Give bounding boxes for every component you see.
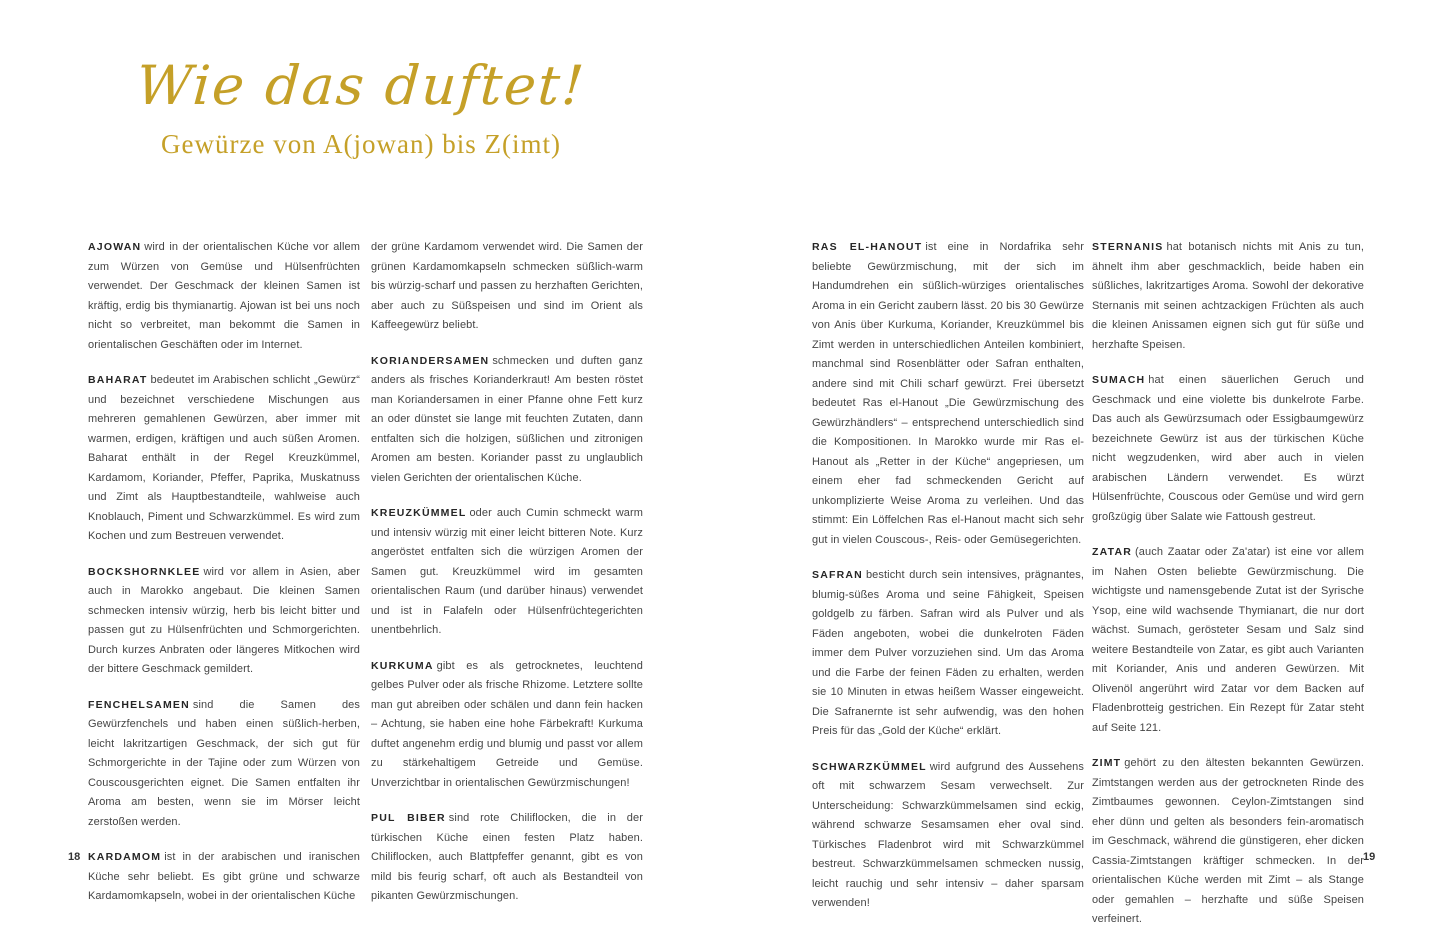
entry-term: STERNANIS (1092, 241, 1164, 253)
entry-text: oder auch Cumin schmeckt warm und intensiv würzig mit einer leicht bitteren Note. Kurz angeröstet entfalten sich die würzigen Aromen der Samen gut. Kreuzkümmel wird im gesamten orientalischen Raum (und darüber hinaus) verwendet und ist in Falafeln oder Hülsenfrüchtegerichten unentbehrlich. (371, 507, 643, 636)
entry-kurkuma (371, 657, 643, 794)
text-column-1 (88, 238, 360, 923)
entry-text: wird aufgrund des Aussehens oft mit schwarzem Sesam verwechselt. Zur Unterscheidung: Schwarzkümmelsamen sind eckig, während schwarze Sesamsamen eher oval sind. Türkisches Fladenbrot wird mit Schwarzkümmel bestreut. Schwarzkümmelsamen schmecken nussig, leicht rauchig und sehr intensiv – daher sparsam verwenden! (812, 760, 1084, 909)
entry-koriandersamen (371, 352, 643, 489)
entry-sumach (1092, 371, 1364, 527)
entry-term: FENCHELSAMEN (88, 698, 190, 711)
entry-text: der grüne Kardamom verwendet wird. Die Samen der grünen Kardamomkapseln schmecken süßlich-warm bis würzig-scharf und passen zu herzhaften Gerichten, aber auch zu Süßspeisen und sind im Orient als Kaffeegewürz beliebt. (371, 241, 643, 331)
entry-term: KORIANDERSAMEN (371, 354, 490, 367)
entry-text: wird in der orientalischen Küche vor allem zum Würzen von Gemüse und Hülsenfrüchten verwendet. Der Geschmack der kleinen Samen ist kräftig, erdig bis thymianartig. Ajowan ist bei uns noch nicht so verbreitet, man bekommt die Samen in orientalischen Geschäften oder im Internet. (88, 241, 360, 351)
entry-term: ZIMT (1092, 757, 1122, 769)
entry-text: hat botanisch nichts mit Anis zu tun, ähnelt ihm aber geschmacklich, beide haben ein süßliches, lakritzartiges Aroma. Sowohl der dekorative Sternanis mit seinen achtzackigen Früchten als auch die kleinen Anissamen eignen sich gut für süße und herzhafte Speisen. (1092, 241, 1364, 351)
entry-ras-el-hanout (812, 238, 1084, 550)
entry-text: hat einen säuerlichen Geruch und Geschmack und eine violette bis dunkelrote Farbe. Das auch als Gewürzsumach oder Essigbaumgewürz bezeichnete Gewürz ist aus der türkischen Küche nicht wegzudenken, wird aber auch in vielen arabischen Ländern verwendet. Es würzt Hülsenfrüchte, Couscous oder Gemüse und wird gern großzügig über Salate wie Fattoush gestreut. (1092, 374, 1364, 523)
entry-term: PUL BIBER (371, 812, 446, 824)
page-header (0, 56, 722, 160)
entry-term: BAHARAT (88, 374, 148, 386)
text-column-2 (371, 238, 643, 923)
entry-bockshornklee (88, 563, 360, 680)
entry-safran (812, 566, 1084, 742)
entry-text: wird vor allem in Asien, aber auch in Marokko angebaut. Die kleinen Samen schmecken intensiv würzig, herb bis leicht bitter und passen gut zu Hülsenfrüchten und Schmorgerichten. Durch kurzes Anbraten oder längeres Mitkochen wird der bittere Geschmack gemildert. (88, 565, 360, 675)
entry-term: RAS EL-HANOUT (812, 241, 923, 253)
entry-term: AJOWAN (88, 241, 142, 253)
entry-text: besticht durch sein intensives, prägnantes, blumig-süßes Aroma und seine Fähigkeit, Speisen goldgelb zu färben. Safran wird als Pulver und als Fäden angeboten, wobei die dunkelroten Fäden immer dem Pulver vorzuziehen sind. Um das Aroma und die Farbe der feinen Fäden zu erhalten, werden sie 10 Minuten in etwas heißem Wasser eingeweicht. Die Safranernte ist sehr aufwendig, was den hohen Preis für das „Gold der Küche“ erklärt. (812, 569, 1084, 737)
entry-term: SUMACH (1092, 374, 1146, 386)
entry-kardamom (88, 848, 360, 907)
entry-sternanis (1092, 238, 1364, 355)
entry-text: gehört zu den ältesten bekannten Gewürzen. Zimtstangen werden aus der getrockneten Rinde des Zimtbaumes gewonnen. Ceylon-Zimtstangen sind eher dünn und gelten als besonders fein-aromatisch im Geschmack, während die günstigeren, eher dicken Cassia-Zimtstangen kräftiger schmecken. In der orientalischen Küche werden mit Zimt – als Stange oder gemahlen – herzhafte und süße Speisen verfeinert. (1092, 757, 1364, 925)
page-number-right: 19 (1363, 851, 1376, 863)
entry-text: schmecken und duften ganz anders als frisches Korianderkraut! Am besten röstet man Koriandersamen in einer Pfanne ohne Fett kurz an oder dünstet sie lange mit feuchten Zutaten, dann entfalten sich die holzigen, süßlichen und zitronigen Aromen am besten. Koriander passt zu unglaublich vielen Gerichten der orientalischen Küche. (371, 354, 643, 484)
entry-kreuzkuemmel (371, 504, 643, 641)
entry-zimt (1092, 754, 1364, 929)
page-subtitle: Gewürze von A(jowan) bis Z(imt) (161, 129, 561, 160)
entry-fenchelsamen (88, 696, 360, 833)
calligraphic-title: Wie das duftet! (134, 54, 588, 117)
entry-kardamom-continued (371, 238, 643, 336)
page-number-left: 18 (68, 851, 81, 863)
entry-term: SAFRAN (812, 569, 863, 581)
entry-term: KARDAMOM (88, 851, 162, 863)
entry-text: sind die Samen des Gewürzfenchels und haben einen süßlich-herben, leicht lakritzartigen Geschmack, der sich gut für Schmorgerichte in der Tajine oder zum Würzen von Couscousgerichten eignet. Die Samen entfalten ihr Aroma am besten, wenn sie im Mörser leicht zerstoßen werden. (88, 698, 360, 828)
text-column-4 (1092, 238, 1364, 929)
entry-term: SCHWARZKÜMMEL (812, 760, 927, 773)
entry-text: ist eine in Nordafrika sehr beliebte Gewürzmischung, mit der sich im Handumdrehen ein süßlich-würziges orientalisches Aroma in ein Gericht zaubern lässt. 20 bis 30 Gewürze von Anis über Kurkuma, Koriander, Kreuzkümmel bis Zimt werden in unterschiedlichen Anteilen kombiniert, manchmal sind Rosenblätter oder Safran enthalten, andere sind mit Chili scharf gewürzt. Frei übersetzt bedeutet Ras el-Hanout „Die Gewürzmischung des Gewürzhändlers“ – entsprechend unterschiedlich sind die Kompositionen. In Marokko wurde mir Ras el-Hanout als „Retter in der Küche“ angepriesen, um einem eher fad schmeckenden Gericht auf unkomplizierte Weise Aroma zu verleihen. Und das stimmt: Ein Löffelchen Ras el-Hanout macht sich sehr gut in vielen Couscous-, Reis- oder Gemüsegerichten. (812, 241, 1084, 546)
text-column-3 (812, 238, 1084, 929)
entry-term: BOCKSHORNKLEE (88, 565, 201, 578)
entry-zatar (1092, 543, 1364, 738)
entry-text: gibt es als getrocknetes, leuchtend gelbes Pulver oder als frische Rhizome. Letztere sollte man gut abreiben oder schälen und dann fein hacken – Achtung, sie haben eine hohe Färbekraft! Kurkuma duftet angenehm erdig und blumig und passt vor allem zu stärkehaltigem Getreide und Gemüse. Unverzichtbar in orientalischen Gewürzmischungen! (371, 659, 643, 789)
entry-schwarzkuemmel (812, 758, 1084, 914)
entry-text: sind rote Chiliflocken, die in der türkischen Küche einen festen Platz haben. Chiliflocken, auch Blattpfeffer genannt, gibt es von mild bis feurig scharf, oft auch als Bestandteil von pikanten Gewürzmischungen. (371, 812, 643, 902)
entry-term: ZATAR (1092, 546, 1133, 558)
entry-term: KURKUMA (371, 659, 434, 672)
entry-text: bedeutet im Arabischen schlicht „Gewürz“ und bezeichnet verschiedene Mischungen aus mehreren gemahlenen Gewürzen, aber immer mit warmen, erdigen, kräftigen und auch süßen Aromen. Baharat enthält in der Regel Kreuzkümmel, Kardamom, Koriander, Pfeffer, Paprika, Muskatnuss und Zimt als Hauptbestandteile, wahlweise auch Knoblauch, Piment und Schwarzkümmel. Es wird zum Kochen und zum Bestreuen verwendet. (88, 374, 360, 542)
entry-pul-biber (371, 809, 643, 907)
entry-ajowan (88, 238, 360, 355)
entry-text: ist in der arabischen und iranischen Küche sehr beliebt. Es gibt grüne und schwarze Kardamomkapseln, wobei in der orientalischen Küche (88, 851, 360, 902)
entry-term: KREUZKÜMMEL (371, 507, 467, 519)
entry-text: (auch Zaatar oder Za'atar) ist eine vor allem im Nahen Osten beliebte Gewürzmischung. Die wichtigste und namensgebende Zutat ist der Syrische Ysop, eine wild wachsende Thymianart, die nur dort wächst. Sumach, gerösteter Sesam und Salz sind weitere Bestandteile von Zatar, es gibt auch Varianten mit Koriander, Anis und anderen Gewürzen. Mit Olivenöl angerührt wird Zatar vor dem Backen auf Fladenbrotteig gestrichen. Ein Rezept für Zatar steht auf Seite 121. (1092, 546, 1364, 734)
entry-baharat (88, 371, 360, 547)
